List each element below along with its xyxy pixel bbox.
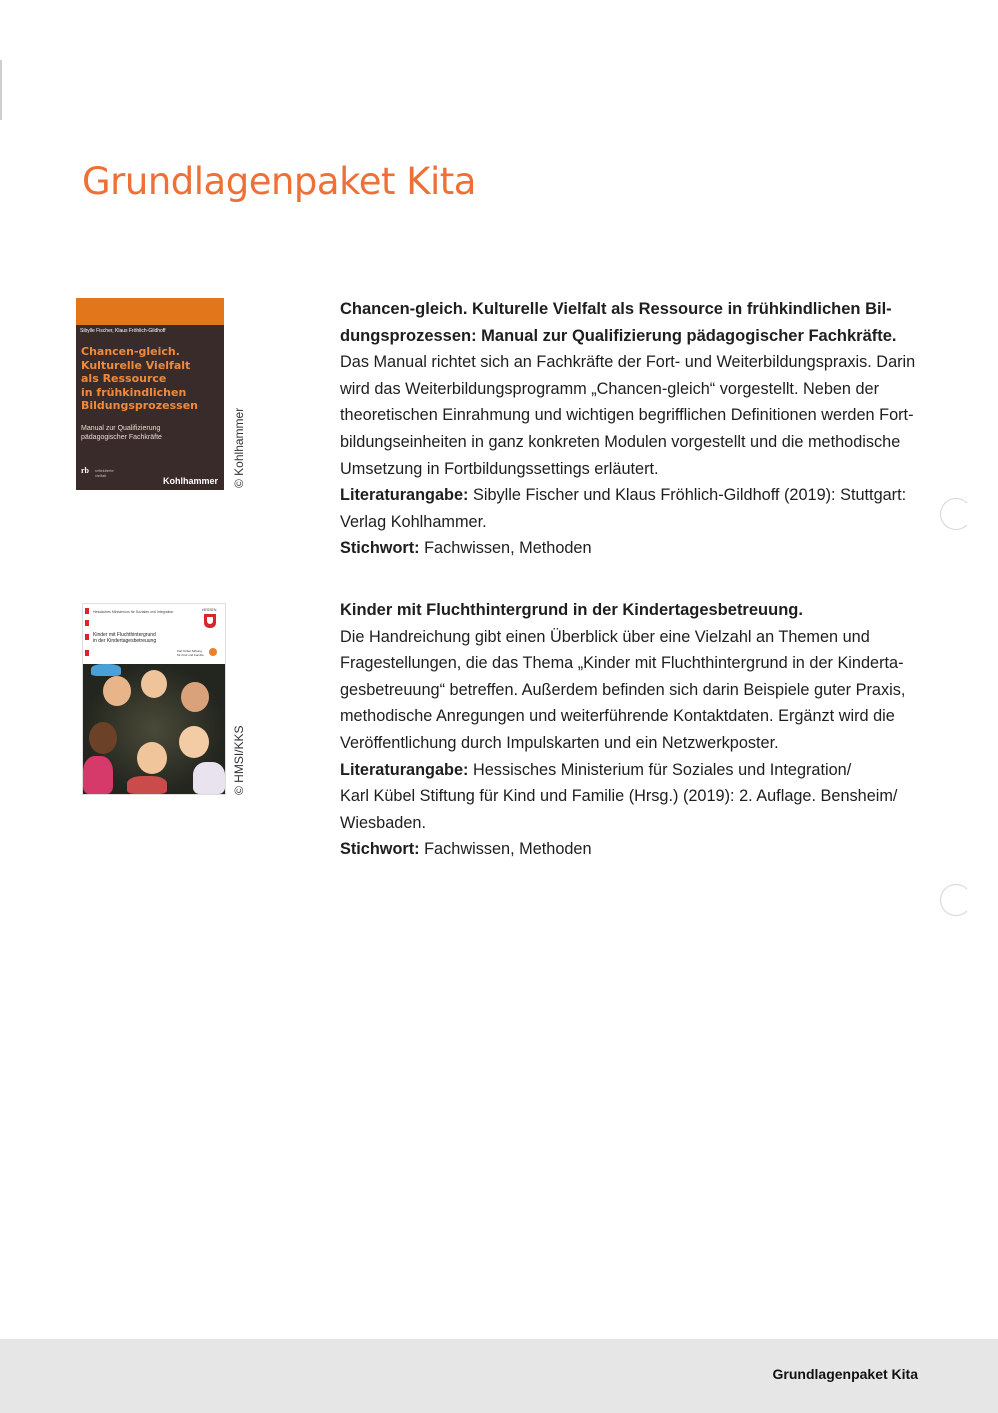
literatur-label: Literaturangabe: — [340, 760, 469, 779]
cover-ministry: Hessisches Ministerium für Soziales und Integration — [93, 610, 174, 614]
entry-stichwort — [340, 535, 920, 562]
hessen-crest-icon — [204, 614, 216, 628]
entry-heading — [340, 296, 920, 349]
stichwort-value: Fachwissen, Methoden — [419, 840, 592, 859]
entry-literatur — [340, 757, 920, 837]
cover-red-marker — [85, 620, 89, 626]
body-line: Die Handreichung gibt einen Überblick über eine Vielzahl an Themen und — [340, 627, 870, 646]
scan-edge-mark — [0, 60, 2, 120]
cover-orange-band — [76, 298, 224, 325]
entry-kinder-mit-fluchthintergrund — [340, 597, 920, 863]
cover-red-marker — [85, 608, 89, 614]
cover-photo-children — [83, 664, 225, 794]
child-shirt — [91, 664, 121, 676]
cover-authors: Sibylle Fischer, Klaus Fröhlich-Gildhoff — [80, 328, 166, 334]
literatur-value: Hessisches Ministerium für Soziales und Integration/ — [468, 760, 852, 779]
child-face — [141, 670, 167, 698]
child-shirt — [193, 762, 225, 794]
body-line: Fragestellungen, die das Thema „Kinder mit Fluchthintergrund in der Kinderta- — [340, 654, 904, 673]
series-logo: rb — [81, 466, 89, 475]
body-line: theoretischen Einrahmung und wichtigen begrifflichen Definitionen werden Fort- — [340, 406, 914, 425]
image-credit: © Kohlhammer — [232, 407, 246, 488]
page-title: Grundlagenpaket Kita — [82, 160, 476, 203]
entry-heading — [340, 597, 920, 624]
stichwort-label: Stichwort: — [340, 539, 420, 558]
cover-title: Kinder mit Fluchthintergrund in der Kindertagesbetreuung — [93, 632, 157, 644]
child-shirt — [127, 776, 167, 794]
body-line: Veröffentlichung durch Impulskarten und ein Netzwerkposter. — [340, 733, 779, 752]
stichwort-label: Stichwort: — [340, 840, 420, 859]
image-credit: © HMSI/KKS — [232, 725, 246, 795]
punch-hole-mark — [940, 498, 972, 530]
child-face — [137, 742, 167, 774]
cover-red-marker — [85, 634, 89, 640]
child-face — [103, 676, 131, 706]
body-line: Das Manual richtet sich an Fachkräfte der Fort- und Weiterbildungspraxis. Darin — [340, 353, 916, 372]
heading-line: Chancen-gleich. Kulturelle Vielfalt als Ressource in frühkindlichen Bil- — [340, 300, 892, 318]
punch-hole-mark — [940, 884, 972, 916]
child-face — [89, 722, 117, 754]
child-face — [181, 682, 209, 712]
cover-foundation: Karl Kübel Stiftung für Kind und Familie — [177, 649, 204, 657]
book-cover-kinder-mit-fluchthintergrund — [82, 603, 226, 795]
book-cover-chancen-gleich — [76, 298, 224, 490]
heading-line: Kinder mit Fluchthintergrund in der Kindertagesbetreuung. — [340, 601, 803, 619]
child-shirt — [83, 756, 113, 794]
cover-publisher: Kohlhammer — [162, 476, 218, 486]
entry-description — [340, 624, 920, 757]
cover-red-marker — [85, 650, 89, 656]
entry-chancen-gleich — [340, 296, 920, 562]
body-line: bildungseinheiten in ganz konkreten Modulen vorgestellt und die methodische — [340, 432, 901, 451]
cover-title: Chancen-gleich. Kulturelle Vielfalt als Ressource in frühkindlichen Bildungsprozessen — [81, 345, 198, 412]
body-line: Umsetzung in Fortbildungssettings erläutert. — [340, 459, 659, 478]
literatur-label: Literaturangabe: — [340, 486, 469, 505]
cover-state-label: HESSEN — [202, 608, 217, 612]
foundation-logo-icon — [209, 648, 217, 656]
heading-line: dungsprozessen: Manual zur Qualifizierung pädagogischer Fachkräfte. — [340, 326, 897, 345]
body-line: gesbetreuung“ betreffen. Außerdem befinden sich darin Beispiele guter Praxis, — [340, 680, 906, 699]
literatur-value: Karl Kübel Stiftung für Kind und Familie (Hrsg.) (2019): 2. Auflage. Bensheim/ — [340, 787, 898, 806]
entry-literatur — [340, 482, 920, 535]
entry-description — [340, 349, 920, 482]
cover-subtitle: Manual zur Qualifizierung pädagogischer Fachkräfte — [81, 425, 162, 441]
literatur-value: Wiesbaden. — [340, 813, 426, 832]
literatur-value: Sibylle Fischer und Klaus Fröhlich-Gildhoff (2019): Stuttgart: — [468, 486, 907, 505]
child-face — [179, 726, 209, 758]
series-logo-text: reflektierte vielfalt — [95, 468, 114, 478]
body-line: wird das Weiterbildungsprogramm „Chancen-gleich“ vorgestellt. Neben der — [340, 379, 880, 398]
literatur-value: Verlag Kohlhammer. — [340, 512, 487, 531]
footer-title: Grundlagenpaket Kita — [772, 1366, 918, 1382]
entry-stichwort — [340, 836, 920, 863]
body-line: methodische Anregungen und weiterführende Kontaktdaten. Ergänzt wird die — [340, 707, 895, 726]
stichwort-value: Fachwissen, Methoden — [419, 539, 592, 558]
